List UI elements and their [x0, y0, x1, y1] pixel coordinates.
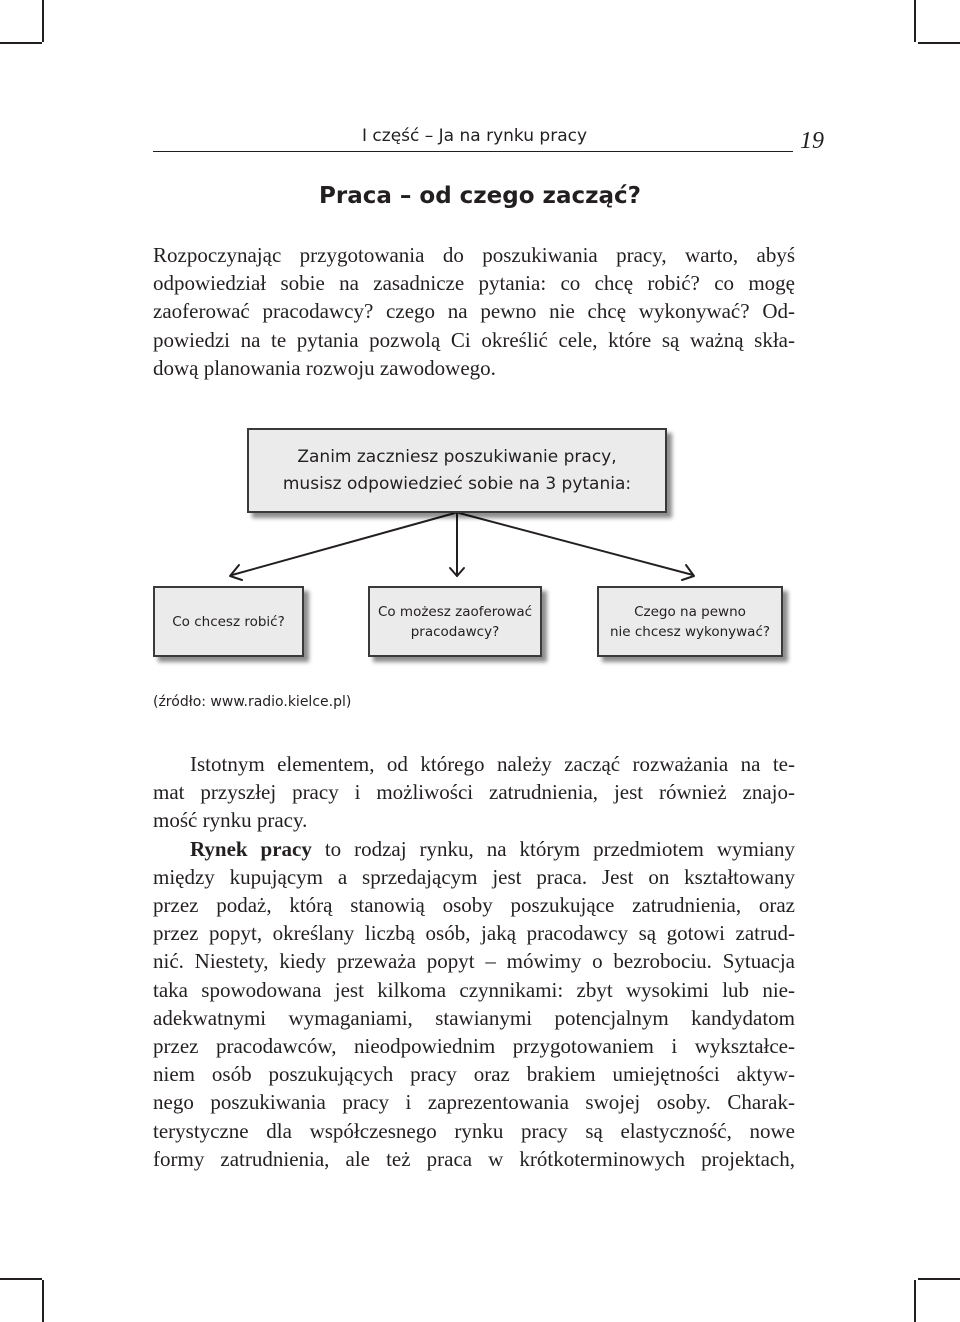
text-line: nić. Niestety, kiedy przeważa popyt – mówimy o bezrobociu. Sytuacja — [153, 949, 795, 974]
arrow-right — [459, 513, 693, 575]
text-line: zaoferować pracodawcy? czego na pewno nie chcę wykonywać? Od- — [153, 299, 795, 324]
text-line: przez popyt, określany liczbą osób, jaką pracodawcy są gotowi zatrud- — [153, 921, 795, 946]
text-line — [153, 835, 795, 863]
diagram-main-line: Zanim zaczniesz poszukiwanie pracy, — [297, 446, 617, 467]
page-title: Praca – od czego zacząć? — [319, 183, 641, 209]
running-header: I część – Ja na rynku pracy — [362, 126, 588, 146]
page-number: 19 — [800, 128, 824, 154]
arrow-left — [232, 513, 455, 575]
question-line: Co chcesz robić? — [172, 613, 285, 630]
body-paragraph-1 — [153, 750, 795, 835]
text-line: niem osób poszukujących pracy oraz brakiem umiejętności aktyw- — [153, 1062, 795, 1087]
text-line: Istotnym elementem, od którego należy zacząć rozważania na te- — [190, 752, 795, 776]
text-line: dową planowania rozwoju zawodowego. — [153, 355, 496, 380]
text-line: formy zatrudnienia, ale też praca w krótkoterminowych projektach, — [153, 1146, 795, 1171]
question-line: Czego na pewno — [634, 603, 746, 620]
text-line: adekwatnymi wymaganiami, stawianymi potencjalnym kandydatom — [153, 1005, 795, 1030]
text-line: przez podaż, którą stanowią osoby poszukujące zatrudnienia, oraz — [153, 893, 795, 917]
body-paragraph-2 — [153, 835, 795, 1173]
question-box-what-to-do — [153, 586, 304, 657]
question-box-what-to-offer — [368, 586, 542, 657]
text-line: Rozpoczynając przygotowania do poszukiwania pracy, warto, abyś — [153, 243, 795, 267]
diagram-main-line: musisz odpowiedzieć sobie na 3 pytania: — [282, 473, 632, 494]
text-span: to rodzaj rynku, na którym przedmiotem wymiany — [311, 836, 795, 861]
text-line: odpowiedział sobie na zasadnicze pytania: co chcę robić? co mogę — [153, 271, 795, 296]
text-line: mat przyszłej pracy i możliwości zatrudnienia, jest również znajo- — [153, 780, 795, 805]
question-line: nie chcesz wykonywać? — [609, 623, 771, 640]
text-line: terystyczne dla współczesnego rynku pracy są elastyczność, nowe — [153, 1118, 795, 1143]
term-bold: Rynek pracy — [190, 836, 312, 861]
text-line: nego poszukiwania pracy i zaprezentowania swojej osoby. Charak- — [153, 1090, 795, 1115]
question-box-what-not-to-do — [597, 586, 783, 657]
text-line: mość rynku pracy. — [153, 808, 308, 833]
text-line: między kupującym a sprzedającym jest praca. Jest on kształtowany — [153, 864, 795, 889]
text-line: taka spowodowana jest kilkoma czynnikami: zbyt wysokimi lub nie- — [153, 977, 795, 1002]
text-line: powiedzi na te pytania pozwolą Ci określić cele, które są ważną skła- — [153, 327, 795, 352]
diagram-source: (źródło: www.radio.kielce.pl) — [153, 694, 352, 710]
question-line: Co możesz zaoferować — [377, 603, 533, 620]
question-line: pracodawcy? — [410, 623, 500, 640]
text-line: przez pracodawców, nieodpowiednim przygotowaniem i wykształce- — [153, 1034, 795, 1059]
diagram-main-box — [247, 428, 667, 513]
